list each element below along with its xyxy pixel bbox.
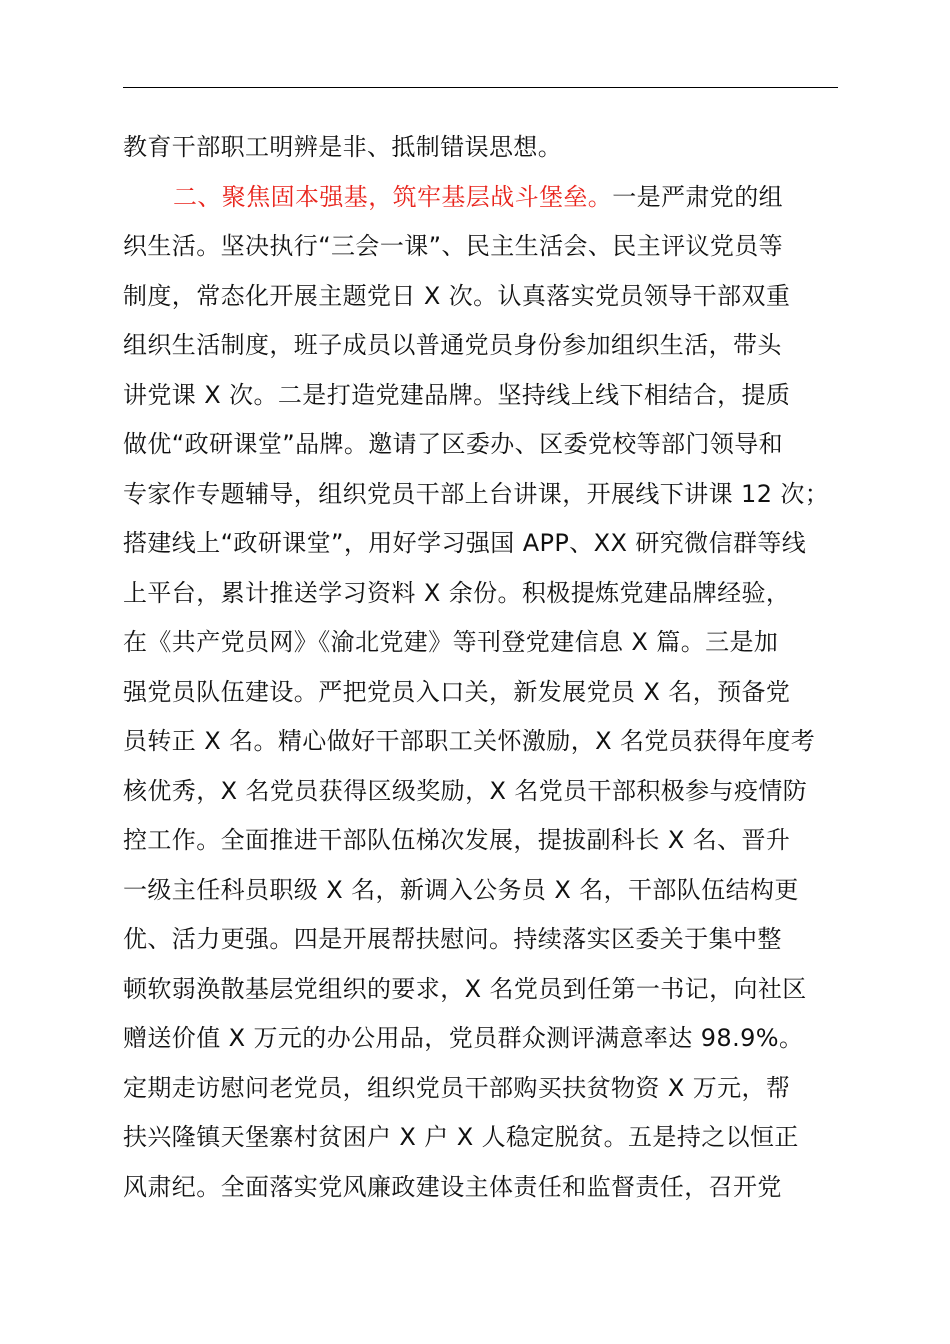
paragraph-line: 风肃纪。全面落实党风廉政建设主体责任和监督责任，召开党 [123,1172,782,1201]
paragraph-line: 赠送价值 X 万元的办公用品，党员群众测评满意率达 98.9%。 [123,1024,804,1052]
paragraph-line: 强党员队伍建设。严把党员入口关，新发展党员 X 名，预备党 [123,677,791,706]
header-rule [123,87,838,88]
paragraph-line: 制度，常态化开展主题党日 X 次。认真落实党员领导干部双重 [123,281,791,310]
section-heading: 二、聚焦固本强基，筑牢基层战斗堡垒。 [173,182,613,211]
heading-tail-text: 一是严肃党的组 [612,182,784,211]
paragraph-line: 扶兴隆镇天堡寨村贫困户 X 户 X 人稳定脱贫。五是持之以恒正 [123,1123,799,1151]
body-text [123,123,868,1212]
paragraph-line: 讲党课 X 次。二是打造党建品牌。坚持线上线下相结合，提质 [123,380,791,409]
paragraph-line: 在《共产党员网》《渝北党建》等刊登党建信息 X 篇。三是加 [123,628,779,656]
paragraph-line: 做优“政研课堂”品牌。邀请了区委办、区委党校等部门领导和 [123,430,784,458]
paragraph-line: 核优秀，X 名党员获得区级奖励，X 名党员干部积极参与疫情防 [123,776,808,805]
section-heading-line [123,173,868,223]
paragraph-line: 员转正 X 名。精心做好干部职工关怀激励，X 名党员获得年度考 [123,727,816,755]
paragraph-line: 控工作。全面推进干部队伍梯次发展，提拔副科长 X 名、晋升 [123,826,791,854]
paragraph-line: 优、活力更强。四是开展帮扶慰问。持续落实区委关于集中整 [123,925,782,953]
paragraph-line: 专家作专题辅导，组织党员干部上台讲课，开展线下讲课 12 次； [123,479,830,508]
paragraph-line: 一级主任科员职级 X 名，新调入公务员 X 名，干部队伍结构更 [123,875,799,904]
paragraph-line: 搭建线上“政研课堂”，用好学习强国 APP、XX 研究微信群等线 [123,529,807,557]
paragraph-line: 组织生活制度，班子成员以普通党员身份参加组织生活，带头 [123,331,782,359]
paragraph-line: 教育干部职工明辨是非、抵制错误思想。 [123,133,563,161]
paragraph-line: 织生活。坚决执行“三会一课”、民主生活会、民主评议党员等 [123,232,784,260]
paragraph-line: 上平台，累计推送学习资料 X 余份。积极提炼党建品牌经验， [123,578,791,607]
paragraph-line: 顿软弱涣散基层党组织的要求，X 名党员到任第一书记，向社区 [123,974,807,1003]
paragraph-line: 定期走访慰问老党员，组织党员干部购买扶贫物资 X 万元，帮 [123,1073,791,1102]
